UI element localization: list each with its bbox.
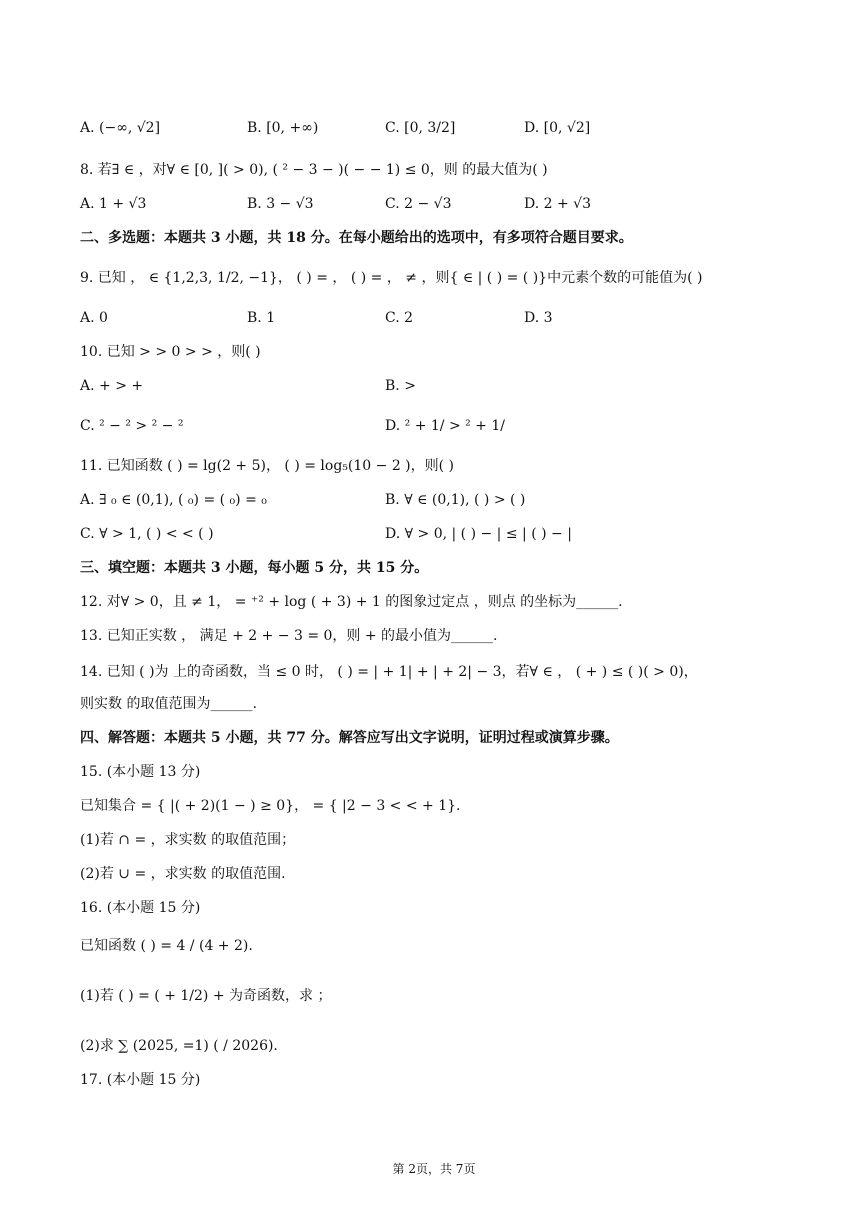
document-line: 则实数 的取值范围为______. xyxy=(80,696,257,712)
document-line: A. (−∞, √2] xyxy=(80,120,161,136)
document-line: C. ∀ > 1, ( ) < < ( ) xyxy=(80,526,214,542)
document-line: B. 3 − √3 xyxy=(247,196,314,212)
document-line: D. 2 + √3 xyxy=(524,196,591,212)
document-line: C. [0, 3/2] xyxy=(385,120,456,136)
document-line: D. 3 xyxy=(524,310,553,326)
document-line: 三、填空题：本题共 3 小题，每小题 5 分，共 15 分。 xyxy=(80,560,429,576)
document-line: (2)求 ∑ (2025, =1) ( / 2026). xyxy=(80,1038,278,1054)
document-line: C. ² − ² > ² − ² xyxy=(80,418,184,434)
document-line: 14. 已知 ( )为 上的奇函数，当 ≤ 0 时， ( ) = | + 1| + | + 2| − 3，若∀ ∈ ， ( + ) ≤ ( )( > 0)， xyxy=(80,664,698,680)
document-line: 17. (本小题 15 分) xyxy=(80,1072,201,1088)
document-line: B. > xyxy=(385,378,416,394)
document-line: 16. (本小题 15 分) xyxy=(80,900,201,916)
document-line: 二、多选题：本题共 3 小题，共 18 分。在每小题给出的选项中，有多项符合题目要求。 xyxy=(80,230,633,246)
document-line: C. 2 − √3 xyxy=(385,196,452,212)
document-line: (2)若 ∪ = ，求实数 的取值范围. xyxy=(80,866,286,882)
document-line: 四、解答题：本题共 5 小题，共 77 分。解答应写出文字说明，证明过程或演算步骤。 xyxy=(80,730,619,746)
document-line: 11. 已知函数 ( ) = lg(2 + 5)， ( ) = log₅(10 − 2 )，则( ) xyxy=(80,458,455,474)
document-line: B. ∀ ∈ (0,1), ( ) > ( ) xyxy=(385,492,526,508)
document-line: D. [0, √2] xyxy=(524,120,591,136)
document-line: D. ² + 1/ > ² + 1/ xyxy=(385,418,505,434)
document-line: 已知函数 ( ) = 4 / (4 + 2). xyxy=(80,938,253,954)
document-line: (1)若 ∩ = ，求实数 的取值范围； xyxy=(80,832,296,848)
document-line: B. [0, +∞) xyxy=(247,120,319,136)
document-line: 12. 对∀ > 0，且 ≠ 1， = ⁺² + log ( + 3) + 1 的图象过定点 ，则点 的坐标为______. xyxy=(80,594,623,610)
document-line: (1)若 ( ) = ( + 1/2) + 为奇函数，求 ； xyxy=(80,988,332,1004)
document-line: A. 0 xyxy=(80,310,108,326)
document-line: 13. 已知正实数 ， 满足 + 2 + − 3 = 0，则 + 的最小值为______. xyxy=(80,628,498,644)
document-line: C. 2 xyxy=(385,310,414,326)
page-footer: 第 2页，共 7页 xyxy=(392,1162,476,1176)
document-line: 已知集合 = { |( + 2)(1 − ) ≥ 0}， = { |2 − 3 < < + 1}. xyxy=(80,798,461,814)
document-line: A. + > + xyxy=(80,378,144,394)
document-line: 15. (本小题 13 分) xyxy=(80,764,201,780)
document-line: A. 1 + √3 xyxy=(80,196,147,212)
document-line: B. 1 xyxy=(247,310,276,326)
document-line: 8. 若∃ ∈ ，对∀ ∈ [0, ]( > 0), ( ² − 3 − )( − − 1) ≤ 0，则 的最大值为( ) xyxy=(80,162,548,178)
document-line: D. ∀ > 0, | ( ) − | ≤ | ( ) − | xyxy=(385,526,572,542)
document-line: 10. 已知 > > 0 > > ，则( ) xyxy=(80,344,261,360)
document-line: 9. 已知 ， ∈ {1,2,3, 1/2, −1}， ( ) = ， ( ) = ， ≠ ，则{ ∈ | ( ) = ( )}中元素个数的可能值为( ) xyxy=(80,270,703,286)
document-line: A. ∃ ₀ ∈ (0,1), ( ₀) = ( ₀) = ₀ xyxy=(80,492,267,508)
